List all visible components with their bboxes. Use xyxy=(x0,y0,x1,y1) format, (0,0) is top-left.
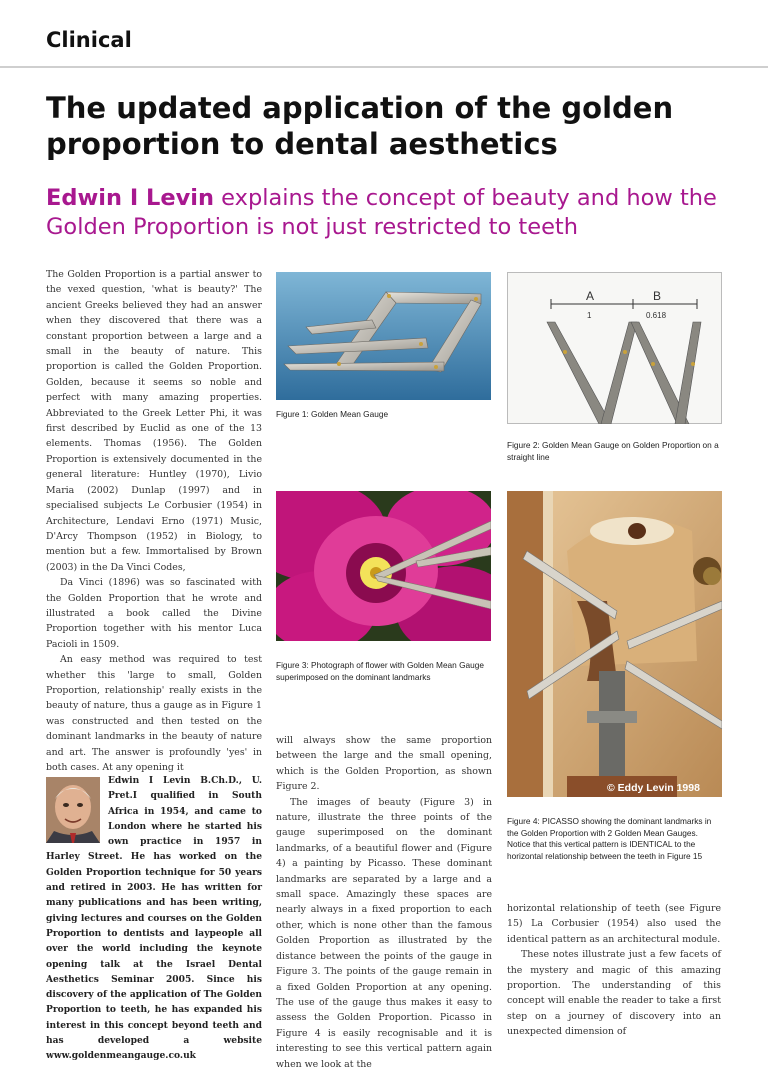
paragraph: Da Vinci (1896) was so fascinated with the Golden Proportion that he wrote and illustrated a book called the Divine Proportion together with his mentor Luca Pacioli in 1509. xyxy=(46,577,262,650)
author-bio xyxy=(46,773,262,1064)
fig2-value-a: 1 xyxy=(587,311,592,320)
figure-1-image xyxy=(276,272,491,400)
body-column-3 xyxy=(507,901,721,1040)
fig4-copyright: © Eddy Levin 1998 xyxy=(607,782,700,794)
fig2-value-b: 0.618 xyxy=(646,311,667,320)
paragraph: will always show the same proportion between the large and the small opening, which is the Golden Proportion, as shown Figure 2. xyxy=(276,735,492,793)
body-column-2 xyxy=(276,733,492,1072)
section-label: Clinical xyxy=(46,28,132,52)
body-column-1 xyxy=(46,267,262,775)
article-headline: The updated application of the golden proportion to dental aesthetics xyxy=(46,91,674,161)
paragraph: These notes illustrate just a few facets of the mystery and magic of this amazing proportion. The understanding of this concept will enable the reader to take a first step on a journey of discovery into an unexpected dimension of xyxy=(507,949,721,1038)
paragraph: An easy method was required to test whether this 'large to small, Golden Proportion, relationship' really exists in the beauty of nature, thus a gauge as in Figure 1 was constructed and then tested on the dominant landmarks in the beauty of nature and art. The answer is profoundly 'yes' in both cases. At any opening it xyxy=(46,654,262,773)
figure-1-caption: Figure 1: Golden Mean Gauge xyxy=(276,409,389,419)
paragraph: The images of beauty (Figure 3) in nature, illustrate the three points of the gauge superimposed on the dominant landmarks, of a beautiful flower and (Figure 4) a painting by Picasso. These dominant landmarks are separated by a large and a small space. Amazingly these spaces are nearly always in a fixed proportion to each other, which is none other than the famous Golden Proportion as illustrated by the distance between the points of the gauge in Figure 3. The points of the gauge remain in a fixed Golden Proportion at any opening. The use of the gauge thus makes it easy to assess the Golden Proportion. Picasso in Figure 4 is easily recognisable and it is interesting to see this vertical pattern again when we look at the xyxy=(276,796,492,1070)
figure-2-caption: Figure 2: Golden Mean Gauge on Golden Proportion on a straight line xyxy=(507,440,719,462)
figure-4-caption: Figure 4: PICASSO showing the dominant landmarks in the Golden Proportion with 2 Golden Mean Gauges. Notice that this vertical pattern is IDENTICAL to the horizontal relationship between the teeth in Figure 15 xyxy=(507,816,712,861)
paragraph: The Golden Proportion is a partial answer to the vexed question, 'what is beauty?' The ancient Greeks believed they had an answer when they discovered that there was a constant proportion between a large and a small in the beauty of nature. This proportion is called the Golden Proportion. Golden, because it seems so noble and perfect with many amazing properties. Abbreviated to the Greek Letter Phi, it was first described by Euclid as one of the 13 elements. Thomas (1956). The Golden Proportion is extensively documented in the general literature: Huntley (1970), Livio Maria (2002) Dunlap (1997) and in specialised subjects Le Corbusier (1954) in Architecture, Lendavi Erno (1971) Music, D'Arcy Thompson (1952) in Biology, to mention but a few. Immortalised by Brown (2003) in the Da Vinci Codes, xyxy=(46,269,262,573)
header-rule xyxy=(0,66,768,68)
fig2-label-b: B xyxy=(653,289,662,303)
figure-2-image xyxy=(507,272,722,424)
standfirst-text: explains the concept of beauty and how the Golden Proportion is not just restricted to teeth xyxy=(46,185,717,240)
author-photo xyxy=(46,777,100,843)
fig2-label-a: A xyxy=(586,289,595,303)
bio-text: Edwin I Levin B.Ch.D., U. Pret.I qualified in South Africa in 1954, and came to London where he started his own practice in 1957 in Harley Street. He has worked on the Golden Proportion technique for 50 years and retired in 2003. He has written for many publications and has been writing, giving lectures and courses on the Golden Proportion to dentists and laypeople all over the world including the keynote opening talk at the Israel Dental Aesthetics Seminar 2005. Since his discovery of the application of The Golden Proportion to teeth, he has expanded his interest in this concept beyond teeth and has developed a website www.goldenmeangauge.co.uk xyxy=(46,775,262,1062)
figure-4-image xyxy=(507,491,722,797)
figure-3-caption: Figure 3: Photograph of flower with Golden Mean Gauge superimposed on the dominant landmarks xyxy=(276,660,485,682)
author-name: Edwin I Levin xyxy=(46,185,215,211)
figure-3-image xyxy=(276,491,491,641)
paragraph: horizontal relationship of teeth (see Figure 15) La Corbusier (1954) also used the identical pattern as an architectural module. xyxy=(507,903,721,945)
standfirst xyxy=(46,184,746,242)
